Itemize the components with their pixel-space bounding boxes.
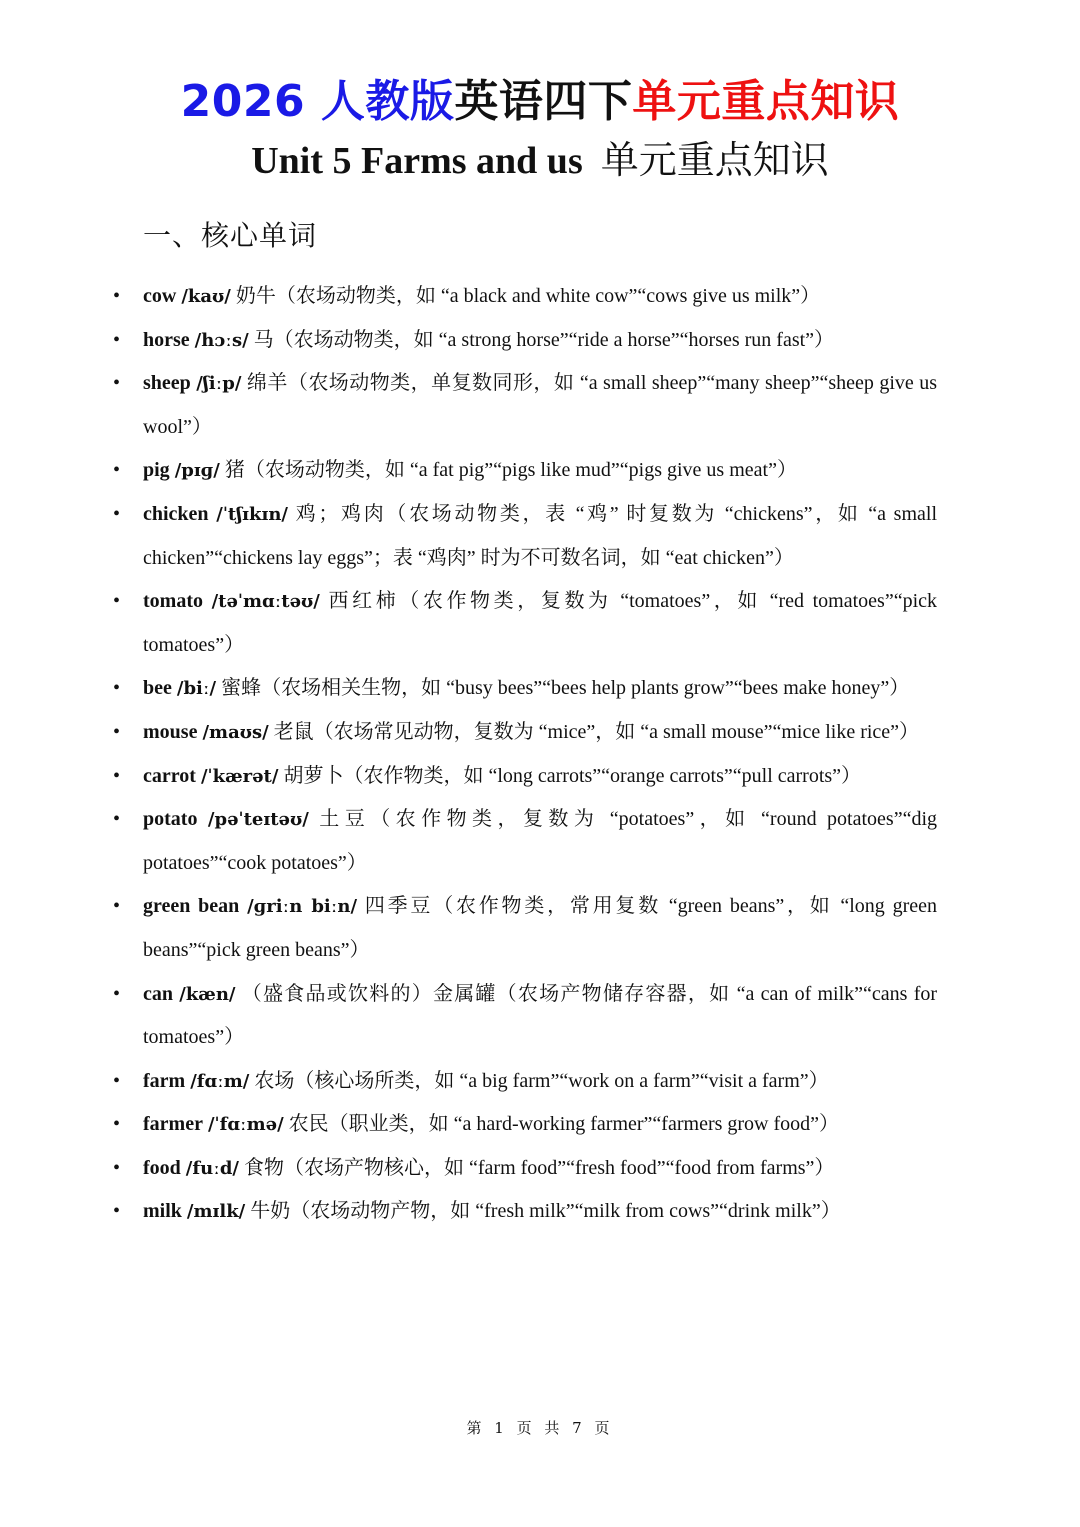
vocab-phonetic: /fɑːm/: [190, 1070, 250, 1092]
vocab-meaning: 农民（职业类，如 “a hard-working farmer”“farmers grow food”）: [288, 1113, 840, 1136]
vocab-phonetic: /kæn/: [179, 983, 236, 1005]
vocab-phonetic: /hɔːs/: [194, 329, 249, 351]
vocab-item: [143, 449, 937, 493]
vocab-meaning: 西红柿（农作物类，复数为 “tomatoes”，如 “red tomatoes”“pick tomatoes”）: [143, 590, 938, 656]
vocab-word: chicken: [143, 502, 209, 525]
vocab-item: [143, 1190, 937, 1234]
vocab-meaning: 牛奶（农场动物产物，如 “fresh milk”“milk from cows”“drink milk”）: [250, 1200, 841, 1223]
vocab-meaning: 奶牛（农场动物类，如 “a black and white cow”“cows give us milk”）: [235, 285, 821, 307]
vocab-item: [143, 580, 937, 667]
unit-name: Unit 5 Farms and us: [251, 140, 583, 182]
vocab-meaning: 食物（农场产物核心，如 “farm food”“fresh food”“food from farms”）: [244, 1156, 835, 1179]
vocab-phonetic: /ˈkærət/: [200, 765, 279, 787]
vocab-meaning: 农场（核心场所类，如 “a big farm”“work on a farm”“visit a farm”）: [254, 1069, 829, 1092]
vocab-word: tomato: [143, 590, 203, 613]
vocab-meaning: 土豆（农作物类，复数为 “potatoes”，如 “round potatoes”“dig potatoes”“cook potatoes”）: [143, 808, 938, 874]
section-heading: 一、核心单词: [143, 219, 318, 252]
vocab-word: milk: [143, 1200, 182, 1223]
vocab-list: [0, 275, 1080, 1234]
vocab-word: cow: [143, 285, 177, 307]
vocab-meaning: 蜜蜂（农场相关生物，如 “busy bees”“bees help plants grow”“bees make honey”）: [221, 677, 910, 700]
vocab-meaning: 绵羊（农场动物类，单复数同形，如 “a small sheep”“many sheep”“sheep give us wool”）: [143, 372, 938, 438]
page-footer: 第 1 页 共 7 页: [466, 1419, 614, 1437]
vocab-item: [143, 319, 937, 363]
vocab-phonetic: /ɡriːn biːn/: [247, 896, 358, 918]
vocab-item: [143, 711, 937, 755]
vocab-phonetic: /ˈfɑːmə/: [207, 1114, 284, 1136]
vocab-word: food: [143, 1156, 181, 1179]
unit-subtitle-zh: 单元重点知识: [600, 138, 829, 182]
vocab-word: carrot: [143, 764, 196, 787]
vocab-item: [143, 1103, 937, 1147]
vocab-phonetic: /pəˈteɪtəʊ/: [207, 809, 309, 831]
vocab-phonetic: /kaʊ/: [181, 286, 231, 307]
vocab-phonetic: /pɪɡ/: [174, 460, 220, 482]
vocab-item: [143, 973, 937, 1060]
unit-subtitle: [0, 136, 1080, 185]
vocab-phonetic: /mɪlk/: [186, 1201, 246, 1223]
vocab-item: [143, 885, 937, 972]
vocab-word: farmer: [143, 1113, 203, 1136]
vocab-item: [143, 798, 937, 885]
vocab-word: can: [143, 982, 173, 1005]
vocab-word: mouse: [143, 720, 198, 743]
vocab-item: [143, 667, 937, 711]
vocab-meaning: 猪（农场动物类，如 “a fat pig”“pigs like mud”“pigs give us meat”）: [224, 459, 797, 482]
document-title: [0, 74, 1080, 130]
vocab-meaning: 四季豆（农作物类，常用复数 “green beans”，如 “long green beans”“pick green beans”）: [143, 895, 937, 961]
vocab-word: horse: [143, 328, 190, 351]
vocab-item: [143, 1147, 937, 1191]
vocab-phonetic: /ʃiːp/: [196, 373, 242, 395]
vocab-meaning: 胡萝卜（农作物类，如 “long carrots”“orange carrots”“pull carrots”）: [283, 764, 862, 787]
vocab-word: bee: [143, 677, 172, 700]
vocab-phonetic: /biː/: [176, 678, 217, 700]
vocab-item: [143, 275, 937, 319]
vocab-phonetic: /maʊs/: [202, 721, 269, 743]
vocab-meaning: 鸡；鸡肉（农场动物类，表 “鸡” 时复数为 “chickens”，如 “a small chicken”“chickens lay eggs”；表 “鸡肉” 时为不可数名词，如 “eat chicken”）: [143, 502, 938, 569]
title-subject: 英语四下: [454, 76, 633, 127]
vocab-meaning: （盛食品或饮料的）金属罐（农场产物储存容器，如 “a can of milk”“cans for tomatoes”）: [143, 982, 938, 1049]
vocab-word: green bean: [143, 895, 240, 918]
vocab-item: [143, 1060, 937, 1104]
vocab-meaning: 老鼠（农场常见动物，复数为 “mice”，如 “a small mouse”“mice like rice”）: [273, 720, 920, 743]
vocab-item: [143, 493, 937, 580]
title-topic: 单元重点知识: [632, 76, 900, 127]
vocab-word: potato: [143, 808, 198, 831]
vocab-phonetic: /fuːd/: [185, 1157, 240, 1179]
vocab-meaning: 马（农场动物类，如 “a strong horse”“ride a horse”“horses run fast”）: [253, 328, 835, 351]
vocab-word: sheep: [143, 372, 191, 395]
vocab-word: farm: [143, 1069, 186, 1092]
vocab-item: [143, 362, 937, 449]
vocab-item: [143, 755, 937, 799]
vocab-phonetic: /ˈtʃɪkɪn/: [216, 503, 288, 525]
title-publisher: 2026 人教版: [180, 76, 455, 127]
vocab-word: pig: [143, 459, 170, 482]
vocab-phonetic: /təˈmɑːtəʊ/: [211, 591, 320, 613]
